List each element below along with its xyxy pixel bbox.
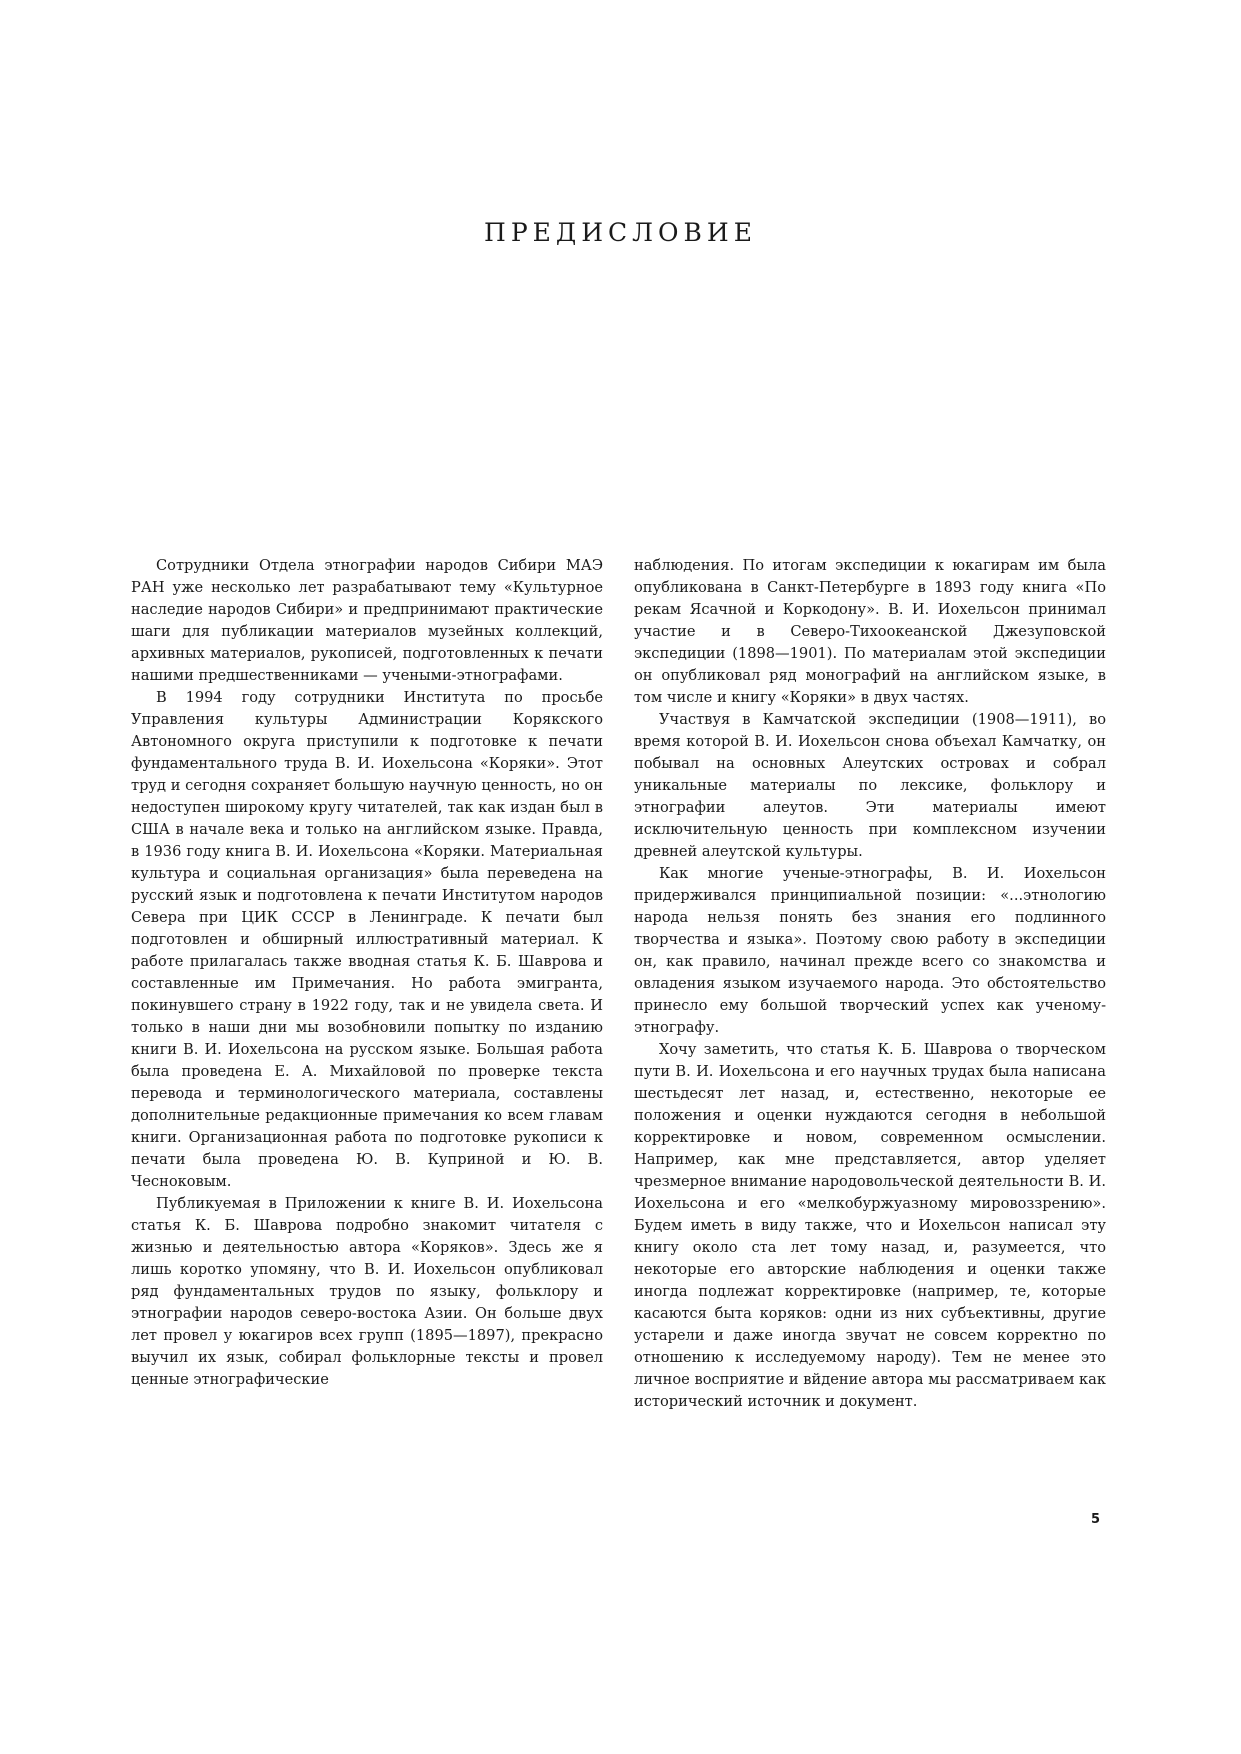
paragraph: Участвуя в Камчатской экспедиции (1908—1911), во время которой В. И. Иохельсон снова объехал Камчатку, он побывал на основных Алеутских островах и собрал уникальные материалы по лексике, фольклору и этнографии алеутов. Эти материалы имеют исключительную ценность при комплексном изучении древней алеутской культуры. (634, 711, 1106, 860)
text-column-right (634, 555, 1106, 1413)
text-column-left (131, 555, 603, 1391)
paragraph: В 1994 году сотрудники Института по просьбе Управления культуры Администрации Корякского Автономного округа приступили к подготовке к печати фундаментального труда В. И. Иохельсона «Коряки». Этот труд и сегодня сохраняет большую научную ценность, но он недоступен широкому кругу читателей, так как издан был в США в начале века и только на английском языке. Правда, в 1936 году книга В. И. Иохельсона «Коряки. Материальная культура и социальная организация» была переведена на русский язык и подготовлена к печати Институтом народов Севера при ЦИК СССР в Ленинграде. К печати был подготовлен и обширный иллюстративный материал. К работе прилагалась также вводная статья К. Б. Шаврова и составленные им Примечания. Но работа эмигранта, покинувшего страну в 1922 году, так и не увидела света. И только в наши дни мы возобновили попытку по изданию книги В. И. Иохельсона на русском языке. Большая работа была проведена Е. А. Михайловой по проверке текста перевода и терминологического материала, составлены дополнительные редакционные примечания ко всем главам книги. Организационная работа по подготовке рукописи к печати была проведена Ю. В. Куприной и Ю. В. Чесноковым. (131, 689, 603, 1190)
paragraph: Публикуемая в Приложении к книге В. И. Иохельсона статья К. Б. Шаврова подробно знакомит читателя с жизнью и деятельностью автора «Коряков». Здесь же я лишь коротко упомяну, что В. И. Иохельсон опубликовал ряд фундаментальных трудов по языку, фольклору и этнографии народов северо-востока Азии. Он больше двух лет провел у юкагиров всех групп (1895—1897), прекрасно выучил их язык, собирал фольклорные тексты и провел ценные этнографические (131, 1195, 603, 1388)
paragraph: Сотрудники Отдела этнографии народов Сибири МАЭ РАН уже несколько лет разрабатывают тему «Культурное наследие народов Сибири» и предпринимают практические шаги для публикации материалов музейных коллекций, архивных материалов, рукописей, подготовленных к печати нашими предшественниками — учеными-этнографами. (131, 557, 603, 684)
page-number: 5 (1091, 1512, 1101, 1527)
page-title: ПРЕДИСЛОВИЕ (484, 218, 757, 247)
paragraph: Хочу заметить, что статья К. Б. Шаврова о творческом пути В. И. Иохельсона и его научных трудах была написана шестьдесят лет назад, и, естественно, некоторые ее положения и оценки нуждаются сегодня в небольшой корректировке и новом, современном осмыслении. Например, как мне представляется, автор уделяет чрезмерное внимание народовольческой деятельности В. И. Иохельсона и его «мелкобуржуазному мировоззрению». Будем иметь в виду также, что и Иохельсон написал эту книгу около ста лет тому назад, и, разумеется, что некоторые его авторские наблюдения и оценки также иногда подлежат корректировке (например, те, которые касаются быта коряков: одни из них субъективны, другие устарели и даже иногда звучат не совсем корректно по отношению к исследуемому народу). Тем не менее это личное восприятие и вйдение автора мы рассматриваем как исторический источник и документ. (634, 1041, 1106, 1410)
paragraph-continued: наблюдения. По итогам экспедиции к юкагирам им была опубликована в Санкт-Петербурге в 1893 году книга «По рекам Ясачной и Коркодону». В. И. Иохельсон принимал участие и в Северо-Тихоокеанской Джезуповской экспедиции (1898—1901). По материалам этой экспедиции он опубликовал ряд монографий на английском языке, в том числе и книгу «Коряки» в двух частях. (634, 557, 1106, 706)
paragraph: Как многие ученые-этнографы, В. И. Иохельсон придерживался принципиальной позиции: «...этнологию народа нельзя понять без знания его подлинного творчества и языка». Поэтому свою работу в экспедиции он, как правило, начинал прежде всего со знакомства и овладения языком изучаемого народа. Это обстоятельство принесло ему большой творческий успех как ученому-этнографу. (634, 865, 1106, 1036)
